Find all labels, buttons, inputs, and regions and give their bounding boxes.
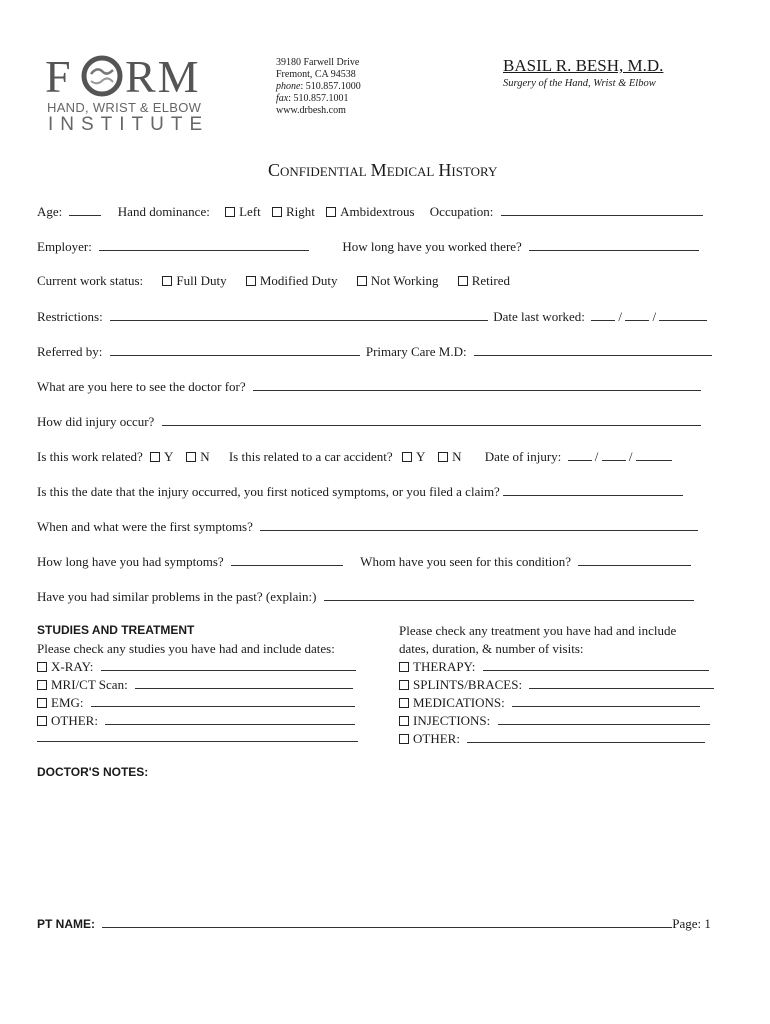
treatment-instruction-2: dates, duration, & number of visits: [399, 641, 584, 656]
car-accident-yes-checkbox[interactable] [402, 452, 412, 462]
date-separator: / [618, 309, 623, 324]
primary-care-field[interactable] [474, 343, 712, 356]
mri-checkbox[interactable] [37, 680, 47, 690]
treatment-instruction-1: Please check any treatment you have had and include [399, 623, 677, 638]
retired-label: Retired [471, 273, 510, 288]
employer-field[interactable] [99, 238, 309, 251]
therapy-row [399, 658, 709, 675]
employer-label: Employer: [37, 239, 92, 254]
date-separator: / [628, 449, 633, 464]
page-number: Page: 1 [672, 916, 711, 931]
xray-checkbox[interactable] [37, 662, 47, 672]
therapy-label: THERAPY: [413, 659, 476, 674]
mri-label: MRI/CT Scan: [51, 677, 128, 692]
no-label: N [452, 449, 462, 464]
restrictions-field[interactable] [110, 308, 488, 321]
date-separator: / [652, 309, 657, 324]
left-checkbox[interactable] [225, 207, 235, 217]
doctor-name: BASIL R. BESH, M.D. [503, 56, 664, 75]
how-long-worked-field[interactable] [529, 238, 699, 251]
work-related-no-checkbox[interactable] [186, 452, 196, 462]
here-to-see-label: What are you here to see the doctor for? [37, 379, 246, 394]
car-accident-label: Is this related to a car accident? [228, 449, 393, 464]
left-label: Left [239, 204, 261, 219]
restrictions-label: Restrictions: [37, 309, 103, 324]
treatment-other-field[interactable] [467, 730, 705, 743]
right-checkbox[interactable] [272, 207, 282, 217]
modified-duty-label: Modified Duty [259, 273, 338, 288]
date-last-worked-year[interactable] [659, 308, 707, 321]
work-related-label: Is this work related? [37, 449, 143, 464]
studies-other-checkbox[interactable] [37, 716, 47, 726]
xray-label: X-RAY: [51, 659, 94, 674]
date-of-injury-year[interactable] [636, 448, 672, 461]
treatment-other-checkbox[interactable] [399, 734, 409, 744]
emg-checkbox[interactable] [37, 698, 47, 708]
primary-care-label: Primary Care M.D: [365, 344, 467, 359]
address-web: www.drbesh.com [276, 105, 346, 116]
pt-name-label: PT NAME: [37, 917, 95, 931]
splints-row [399, 676, 714, 693]
form-title: CONFIDENTIAL MEDICAL HISTORY [268, 160, 498, 180]
occupation-field[interactable] [501, 203, 703, 216]
splints-field[interactable] [529, 676, 714, 689]
xray-field[interactable] [101, 658, 356, 671]
pt-name-row [37, 915, 711, 932]
work-status-label: Current work status: [37, 273, 144, 288]
logo-letter-f: F [45, 51, 73, 102]
similar-problems-field[interactable] [324, 588, 694, 601]
ambidextrous-checkbox[interactable] [326, 207, 336, 217]
treatment-other-label: OTHER: [413, 731, 460, 746]
pt-name-field[interactable] [102, 915, 672, 928]
age-field[interactable] [69, 203, 101, 216]
doctor-specialty: Surgery of the Hand, Wrist & Elbow [503, 78, 656, 89]
full-duty-label: Full Duty [176, 273, 227, 288]
injections-label: INJECTIONS: [413, 713, 491, 728]
occupation-label: Occupation: [429, 204, 494, 219]
studies-other-label: OTHER: [51, 713, 98, 728]
medications-checkbox[interactable] [399, 698, 409, 708]
date-question-label: Is this the date that the injury occurred, you first noticed symptoms, or you filed a claim? [37, 484, 500, 499]
work-related-yes-checkbox[interactable] [150, 452, 160, 462]
yes-label: Y [164, 449, 173, 464]
injury-occur-field[interactable] [162, 413, 701, 426]
whom-seen-field[interactable] [578, 553, 691, 566]
treatment-other-row [399, 730, 705, 747]
here-to-see-field[interactable] [253, 378, 701, 391]
date-of-injury-month[interactable] [568, 448, 592, 461]
doctors-notes-heading: DOCTOR'S NOTES: [37, 765, 149, 779]
splints-label: SPLINTS/BRACES: [413, 677, 523, 692]
referred-by-label: Referred by: [37, 344, 103, 359]
age-label: Age: [37, 204, 63, 219]
studies-other-field[interactable] [105, 712, 355, 725]
xray-row [37, 658, 356, 675]
car-accident-no-checkbox[interactable] [438, 452, 448, 462]
mri-field[interactable] [135, 676, 353, 689]
date-question-field[interactable] [503, 483, 683, 496]
studies-instruction: Please check any studies you have had and include dates: [37, 641, 335, 656]
injections-row [399, 712, 710, 729]
logo-institute: INSTITUTE [48, 114, 210, 135]
first-symptoms-label: When and what were the first symptoms? [37, 519, 253, 534]
injury-occur-label: How did injury occur? [37, 414, 155, 429]
not-working-label: Not Working [370, 273, 439, 288]
similar-problems-label: Have you had similar problems in the past? (explain:) [37, 589, 317, 604]
how-long-symptoms-label: How long have you had symptoms? [37, 554, 224, 569]
retired-checkbox[interactable] [458, 276, 468, 286]
emg-label: EMG: [51, 695, 84, 710]
address-block [276, 57, 361, 117]
modified-duty-checkbox[interactable] [246, 276, 256, 286]
address-city: Fremont, CA 94538 [276, 69, 356, 80]
mri-row [37, 676, 353, 693]
date-of-injury-day[interactable] [602, 448, 626, 461]
medications-row [399, 694, 700, 711]
yes-label: Y [415, 449, 425, 464]
first-symptoms-field[interactable] [260, 518, 698, 531]
date-last-worked-label: Date last worked: [493, 309, 585, 324]
date-last-worked-day[interactable] [625, 308, 649, 321]
medications-label: MEDICATIONS: [413, 695, 505, 710]
studies-extra-line[interactable] [37, 741, 358, 742]
hands-logo-icon [79, 54, 125, 98]
not-working-checkbox[interactable] [357, 276, 367, 286]
injections-checkbox[interactable] [399, 716, 409, 726]
ambidextrous-label: Ambidextrous [340, 204, 415, 219]
how-long-worked-label: How long have you worked there? [342, 239, 522, 254]
hand-dominance-label: Hand dominance: [117, 204, 210, 219]
date-last-worked-month[interactable] [591, 308, 615, 321]
how-long-symptoms-field[interactable] [231, 553, 343, 566]
institute-logo [45, 52, 215, 134]
therapy-checkbox[interactable] [399, 662, 409, 672]
studies-heading: STUDIES AND TREATMENT [37, 623, 195, 637]
right-label: Right [286, 204, 315, 219]
whom-seen-label: Whom have you seen for this condition? [360, 554, 572, 569]
date-of-injury-label: Date of injury: [484, 449, 562, 464]
address-fax: fax: 510.857.1001 [276, 93, 349, 104]
address-phone: phone: 510.857.1000 [276, 81, 361, 92]
referred-by-field[interactable] [110, 343, 360, 356]
therapy-field[interactable] [483, 658, 709, 671]
medications-field[interactable] [512, 694, 700, 707]
logo-subtitle: HAND, WRIST & ELBOW [47, 100, 202, 115]
splints-checkbox[interactable] [399, 680, 409, 690]
injections-field[interactable] [498, 712, 710, 725]
no-label: N [200, 449, 210, 464]
doctors-notes-area[interactable] [37, 785, 713, 905]
full-duty-checkbox[interactable] [162, 276, 172, 286]
emg-row [37, 694, 355, 711]
date-separator: / [594, 449, 599, 464]
address-street: 39180 Farwell Drive [276, 57, 360, 68]
emg-field[interactable] [91, 694, 355, 707]
studies-other-row [37, 712, 355, 729]
logo-letters-rm: RM [125, 51, 201, 102]
